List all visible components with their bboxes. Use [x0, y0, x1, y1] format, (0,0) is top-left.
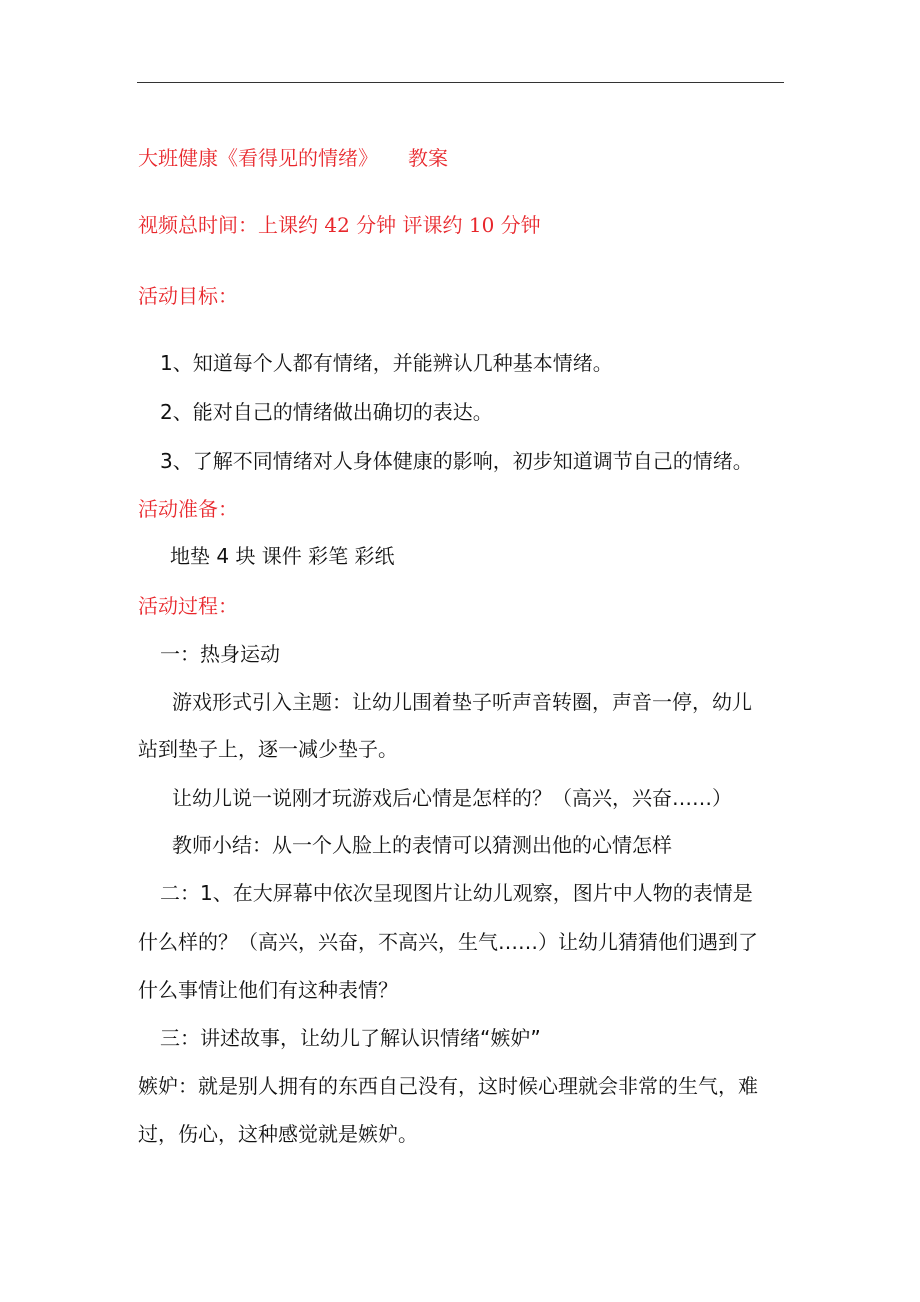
- step1-paragraph2: 让幼儿说一说刚才玩游戏后心情是怎样的？（高兴，兴奋……）: [172, 786, 732, 810]
- preparation-heading: 活动准备：: [138, 497, 238, 521]
- document-title-suffix: 教案: [408, 146, 448, 170]
- step1-teacher-summary: 教师小结：从一个人脸上的表情可以猜测出他的心情怎样: [172, 833, 672, 857]
- video-duration: 视频总时间：上课约 42 分钟 评课约 10 分钟: [138, 213, 541, 237]
- step2-line3: 什么事情让他们有这种表情？: [138, 978, 398, 1002]
- definition-line2: 过，伤心，这种感觉就是嫉妒。: [138, 1122, 418, 1146]
- step3-title: 三：讲述故事，让幼儿了解认识情绪“嫉妒”: [160, 1026, 541, 1050]
- preparation-materials: 地垫 4 块 课件 彩笔 彩纸: [170, 544, 395, 568]
- step2-line1: 二：1、在大屏幕中依次呈现图片让幼儿观察，图片中人物的表情是: [160, 881, 753, 905]
- definition-line1: 嫉妒：就是别人拥有的东西自己没有，这时候心理就会非常的生气，难: [138, 1074, 758, 1098]
- step1-paragraph1-line1: 游戏形式引入主题：让幼儿围着垫子听声音转圈，声音一停，幼儿: [172, 690, 752, 714]
- document-title-row: [138, 145, 448, 171]
- goal-item-1: 1、知道每个人都有情绪，并能辨认几种基本情绪。: [160, 351, 613, 375]
- step1-paragraph1-line2: 站到垫子上，逐一减少垫子。: [138, 737, 398, 761]
- goals-heading: 活动目标：: [138, 284, 238, 308]
- header-rule: [137, 82, 784, 83]
- document-title: 大班健康《看得见的情绪》: [138, 146, 378, 170]
- step1-title: 一：热身运动: [160, 642, 280, 666]
- process-heading: 活动过程：: [138, 594, 238, 618]
- goal-item-2: 2、能对自己的情绪做出确切的表达。: [160, 400, 493, 424]
- step2-line2: 什么样的？（高兴，兴奋，不高兴，生气……）让幼儿猜猜他们遇到了: [138, 930, 758, 954]
- goal-item-3: 3、了解不同情绪对人身体健康的影响，初步知道调节自己的情绪。: [160, 449, 753, 473]
